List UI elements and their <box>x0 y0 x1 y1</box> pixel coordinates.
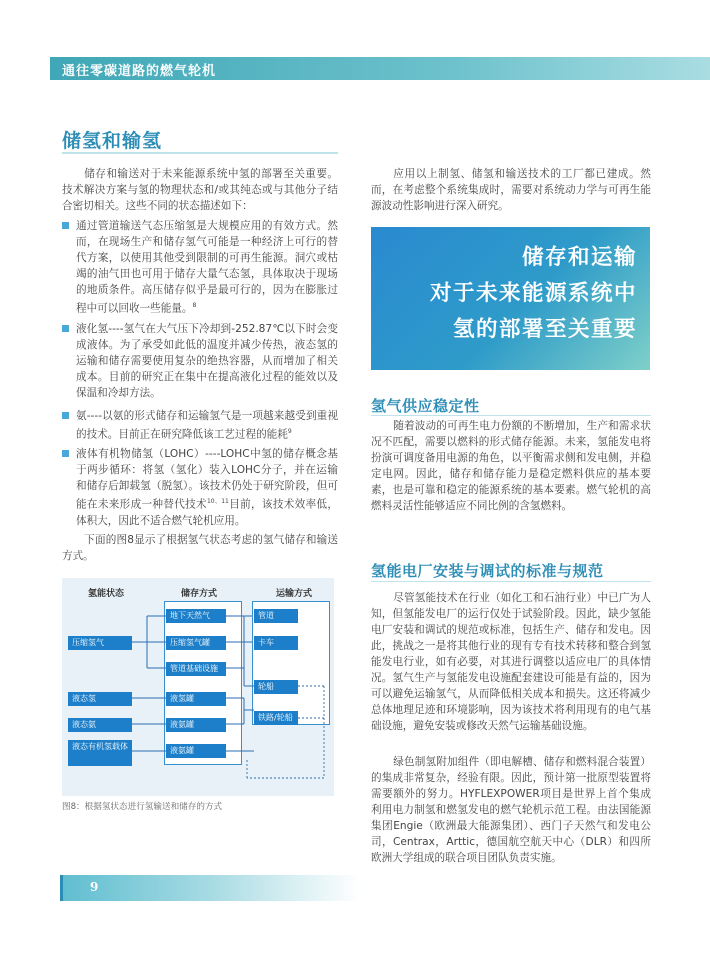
state-box: 压缩氢气 <box>68 636 132 650</box>
storage-box: 液氨罐 <box>166 744 226 758</box>
transport-box: 卡车 <box>254 636 298 650</box>
bullet-item <box>62 446 338 529</box>
reference-mark: 8 <box>192 302 197 309</box>
section-heading-supply: 氢气供应稳定性 <box>371 397 480 415</box>
pull-quote <box>371 240 637 348</box>
bullet-item <box>62 218 338 317</box>
pull-quote-line: 氢的部署至关重要 <box>452 317 637 342</box>
right-paragraph-2: 随着波动的可再生电力份额的不断增加，生产和需求状况不匹配，需要以燃料的形式储存能源。未来，氢能发电将扮演可调度备用电源的角色，以平衡需求侧和发电侧，并稳定电网。因此，储存和储存能力是稳定燃料供应的基本要素，也是可靠和稳定的能源系统的基本要素。燃气轮机的高燃料灵活性能够适应不同比例的含氢燃料。 <box>371 420 651 512</box>
bullet-square-icon <box>62 325 69 332</box>
pull-quote-line: 对于未来能源系统中 <box>429 281 637 306</box>
storage-box: 管道基础设施 <box>166 662 226 676</box>
bullet-square-icon <box>62 222 69 229</box>
reference-mark: 9 <box>287 428 292 435</box>
bullet-text: 液化氢----氢气在大气压下冷却到-252.87℃以下时会变成液体。为了承受如此低的温度并减少传热，液态氢的运输和储存需要使用复杂的绝热容器，从而增加了相关成本。目前的研究正在集中在提高液化过程的能效以及保温和冷却方法。 <box>76 323 338 399</box>
right-paragraph-3: 尽管氢能技术在行业（如化工和石油行业）中已广为人知，但氢能发电厂的运行仅处于试验阶段。因此，缺少氢能电厂安装和调试的规范或标准，包括生产、储存和发电。因此，挑战之一是将其他行业的现有专有技术转移和整合到氢能发电行业，如有必要，对其进行调整以适应电厂的具体情况。氢气生产与氢能发电设施配套建设可能是有益的，因为可以避免运输氢气，从而降低相关成本和损失。这还将减少总体地理足迹和环境影响，因为该技术将利用现有的电气基础设施，避免安装或修改天然气运输基础设施。 <box>371 592 651 732</box>
bullet-square-icon <box>62 412 69 419</box>
figure-intro: 下面的图8显示了根据氢气状态考虑的氢气储存和输送方式。 <box>62 534 338 562</box>
diagram-header-state: 氢能状态 <box>88 589 125 599</box>
footer-bar <box>60 875 360 901</box>
pull-quote-line: 储存和运输 <box>521 245 637 270</box>
storage-box: 液氨罐 <box>166 718 226 732</box>
transport-box: 管道 <box>254 609 298 623</box>
bullet-item <box>62 408 338 443</box>
bullet-text: 通过管道输送气态压缩氢是大规模应用的有效方式。然而，在现场生产和储存氢气可能是一种经济上可行的替代方案，以使用其他受到限制的可再生能源。洞穴或枯竭的油气田也可用于储存大量气态氢，具体取决于现场的地质条件。高压储存似乎是最可行的，因为在膨胀过程中可以回收一些能量。 <box>76 220 338 315</box>
transport-box: 铁路/轮船 <box>254 711 298 725</box>
right-paragraph-1: 应用以上制氢、储氢和输送技术的工厂都已建成。然而，在考虑整个系统集成时，需要对系统动力学与可再生能源波动性影响进行深入研究。 <box>371 168 651 212</box>
bullet-item <box>62 321 338 401</box>
bullet-text: 氨----以氨的形式储存和运输氢气是一项越来越受到重视的技术。目前正在研究降低该工艺过程的能耗 <box>76 410 338 441</box>
page-number: 9 <box>90 880 99 894</box>
transport-box: 轮船 <box>254 680 298 694</box>
state-box: 液态氨 <box>68 718 132 732</box>
diagram-header-transport: 运输方式 <box>276 589 313 599</box>
diagram-header-storage: 储存方式 <box>181 589 218 599</box>
section-title: 储氢和输氢 <box>62 130 163 152</box>
storage-box: 地下天然气 <box>166 609 226 623</box>
intro-paragraph: 储存和输送对于未来能源系统中氢的部署至关重要。技术解决方案与氢的物理状态和/或其纯态或与其他分子结合密切相关。这些不同的状态描述如下： <box>62 168 338 212</box>
figure-caption: 图8：根据氢状态进行氢输送和储存的方式 <box>62 802 223 812</box>
heading-underline <box>371 415 651 416</box>
reference-mark: 10、11 <box>206 498 229 505</box>
section-heading-standards: 氢能电厂安装与调试的标准与规范 <box>371 562 604 580</box>
section-title-underline <box>62 152 338 154</box>
storage-box: 压缩氢气罐 <box>166 636 226 650</box>
storage-box: 液氢罐 <box>166 692 226 706</box>
bullet-square-icon <box>62 450 69 457</box>
state-box: 液态有机氢载体 <box>68 740 132 766</box>
bullet-text: 液体有机物储氢（LOHC）----LOHC中氢的储存概念基于两步循环：将氢（氢化）装入LOHC分子，并在运输和储存后卸载氢（脱氢）。该技术仍处于研究阶段，但可能在未来形成一种替代技术 <box>76 448 338 511</box>
right-paragraph-4: 绿色制氢附加组件（即电解槽、储存和燃料混合装置）的集成非常复杂，经验有限。因此，预计第一批原型装置将需要额外的努力。HYFLEXPOWER项目是世界上首个集成利用电力制氢和燃氢发电的燃气轮机示范工程。由法国能源集团Engie（欧洲最大能源集团）、西门子天然气和发电公司，Centrax，Arttic，德国航空航天中心（DLR）和四所欧洲大学组成的联合项目团队负责实施。 <box>371 756 651 864</box>
bullet-text: 目前，该技术效率低，体积大，因此不适合燃气轮机应用。 <box>76 498 339 527</box>
state-box: 液态氢 <box>68 692 132 706</box>
heading-underline <box>371 581 651 582</box>
running-header: 通往零碳道路的燃气轮机 <box>62 64 217 79</box>
